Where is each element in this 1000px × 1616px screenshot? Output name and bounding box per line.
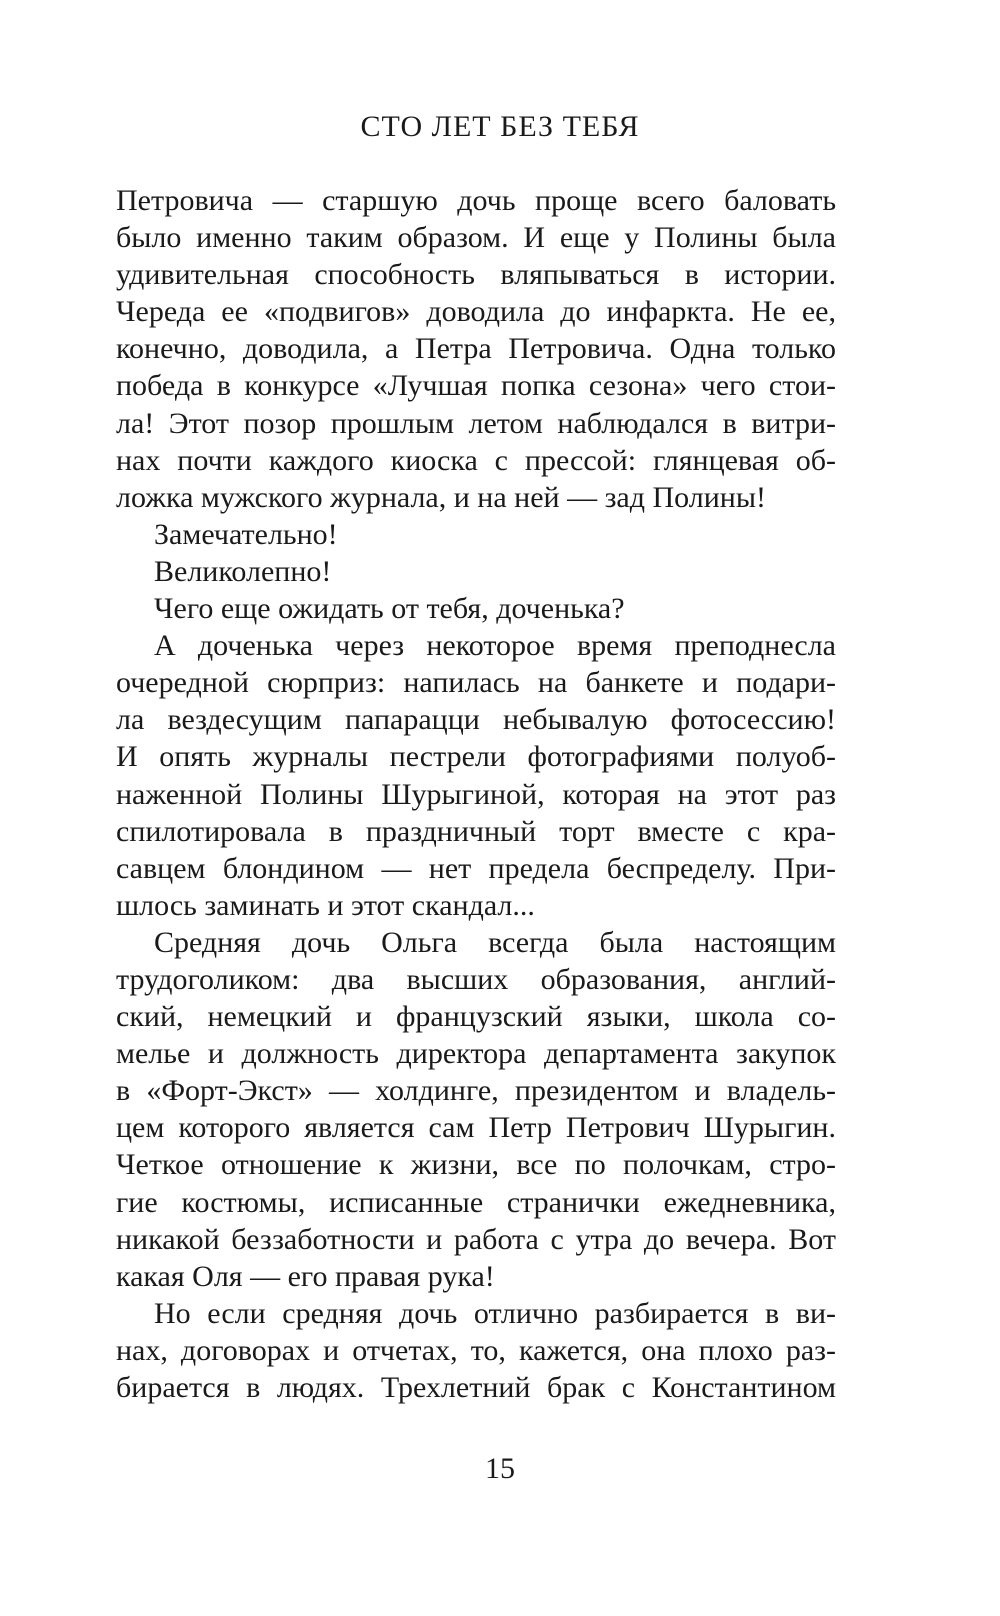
text-line: Но если средняя дочь отлично разбирается в ви-: [154, 1296, 836, 1330]
text-line: нах почти каждого киоска с прессой: глянцевая об-: [116, 443, 836, 477]
text-line: савцем блондином — нет предела беспределу. При-: [116, 851, 836, 885]
page-number: 15: [485, 1452, 515, 1485]
text-line: победа в конкурсе «Лучшая попка сезона» чего стои-: [116, 369, 836, 403]
text-line: какая Оля — его правая рука!: [116, 1259, 495, 1293]
text-line: удивительная способность вляпываться в истории.: [116, 258, 836, 292]
text-line: Петровича — старшую дочь проще всего баловать: [116, 184, 836, 217]
text-line: очередной сюрприз: напилась на банкете и подари-: [116, 666, 836, 700]
text-line: ский, немецкий и французский языки, школа со-: [116, 1000, 836, 1034]
text-line: спилотировала в праздничный торт вместе с кра-: [116, 814, 836, 848]
text-line: трудоголиком: два высших образования, англий-: [116, 962, 836, 996]
text-line: ла! Этот позор прошлым летом наблюдался в витри-: [116, 406, 836, 440]
text-line: цем которого является сам Петр Петрович Шурыгин.: [116, 1111, 836, 1145]
text-line: нах, договорах и отчетах, то, кажется, она плохо раз-: [116, 1333, 836, 1367]
text-line: ла вездесущим папарацци небывалую фотосессию!: [116, 703, 836, 737]
text-line: А доченька через некоторое время преподнесла: [154, 629, 836, 663]
text-line: Замечательно!: [154, 517, 338, 551]
text-line: в «Форт-Экст» — холдинге, президентом и владель-: [116, 1074, 836, 1108]
body-text: [116, 182, 836, 1406]
text-line: Четкое отношение к жизни, все по полочкам, стро-: [116, 1148, 836, 1182]
text-line: наженной Полины Шурыгиной, которая на этот раз: [116, 777, 836, 811]
text-line: гие костюмы, исписанные странички ежедневника,: [116, 1185, 836, 1219]
text-line: никакой беззаботности и работа с утра до вечера. Вот: [116, 1222, 836, 1256]
text-line: И опять журналы пестрели фотографиями полуоб-: [116, 740, 836, 774]
text-line: было именно таким образом. И еще у Полины была: [116, 221, 836, 255]
text-line: Средняя дочь Ольга всегда была настоящим: [154, 925, 836, 959]
text-line: мелье и должность директора департамента закупок: [116, 1037, 836, 1071]
text-line: бирается в людях. Трехлетний брак с Константином: [116, 1371, 836, 1404]
text-line: Великолепно!: [154, 554, 332, 588]
text-line: Чего еще ожидать от тебя, доченька?: [154, 592, 625, 626]
text-line: шлось заминать и этот скандал...: [116, 888, 535, 922]
text-line: Череда ее «подвигов» доводила до инфаркта. Не ее,: [116, 295, 836, 329]
text-line: конечно, доводила, а Петра Петровича. Одна только: [116, 332, 836, 366]
running-head: СТО ЛЕТ БЕЗ ТЕБЯ: [360, 110, 640, 143]
text-line: ложка мужского журнала, и на ней — зад Полины!: [116, 480, 767, 514]
